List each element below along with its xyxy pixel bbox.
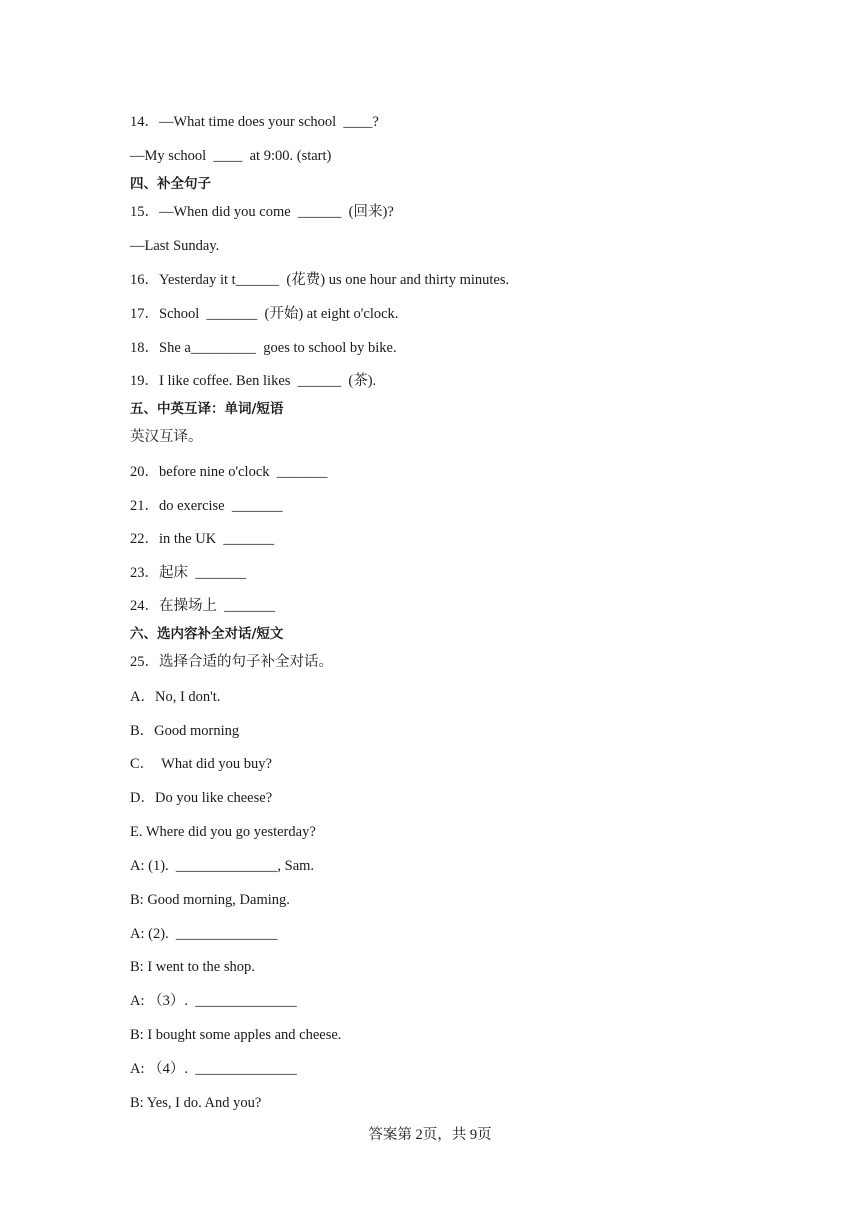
section-6-heading: 六、选内容补全对话/短文: [130, 626, 284, 642]
section-5-instruction: 英汉互译。: [130, 429, 203, 445]
page-footer: 答案第 2页，共 9页: [368, 1127, 492, 1143]
dialogue-line-2: B: Good morning, Daming.: [130, 892, 290, 908]
question-25: 25．选择合适的句子补全对话。: [130, 654, 333, 670]
question-22: 22．in the UK _______: [130, 531, 275, 547]
dialogue-line-1: A: (1). ______________, Sam.: [130, 858, 315, 874]
option-b: B．Good morning: [130, 723, 240, 739]
question-17: 17．School _______ (开始) at eight o'clock.: [130, 306, 399, 322]
dialogue-line-7: A: （4）. ______________: [130, 1061, 297, 1077]
question-24: 24．在操场上 _______: [130, 598, 275, 614]
dialogue-line-4: B: I went to the shop.: [130, 959, 255, 975]
question-20: 20．before nine o'clock _______: [130, 464, 328, 480]
question-21: 21．do exercise _______: [130, 498, 283, 514]
question-19: 19．I like coffee. Ben likes ______ (茶).: [130, 373, 377, 389]
section-4-heading: 四、补全句子: [130, 176, 211, 192]
question-18: 18．She a_________ goes to school by bike.: [130, 340, 397, 356]
option-c: C． What did you buy?: [130, 756, 272, 772]
dialogue-line-5: A: （3）. ______________: [130, 993, 297, 1009]
question-23: 23．起床 _______: [130, 565, 246, 581]
question-14-line-1: 14．—What time does your school ____?: [130, 114, 379, 130]
option-a: A．No, I don't.: [130, 689, 221, 705]
dialogue-line-6: B: I bought some apples and cheese.: [130, 1027, 342, 1043]
question-15-line-1: 15．—When did you come ______ (回来)?: [130, 204, 394, 220]
dialogue-line-3: A: (2). ______________: [130, 926, 278, 942]
option-e: E. Where did you go yesterday?: [130, 824, 316, 840]
option-d: D．Do you like cheese?: [130, 790, 273, 806]
question-16: 16．Yesterday it t______ (花费) us one hour and thirty minutes.: [130, 272, 510, 288]
question-15-line-2: —Last Sunday.: [130, 238, 220, 254]
dialogue-line-8: B: Yes, I do. And you?: [130, 1095, 262, 1111]
question-14-line-2: —My school ____ at 9:00. (start): [130, 148, 332, 164]
section-5-heading: 五、中英互译：单词/短语: [130, 401, 284, 417]
